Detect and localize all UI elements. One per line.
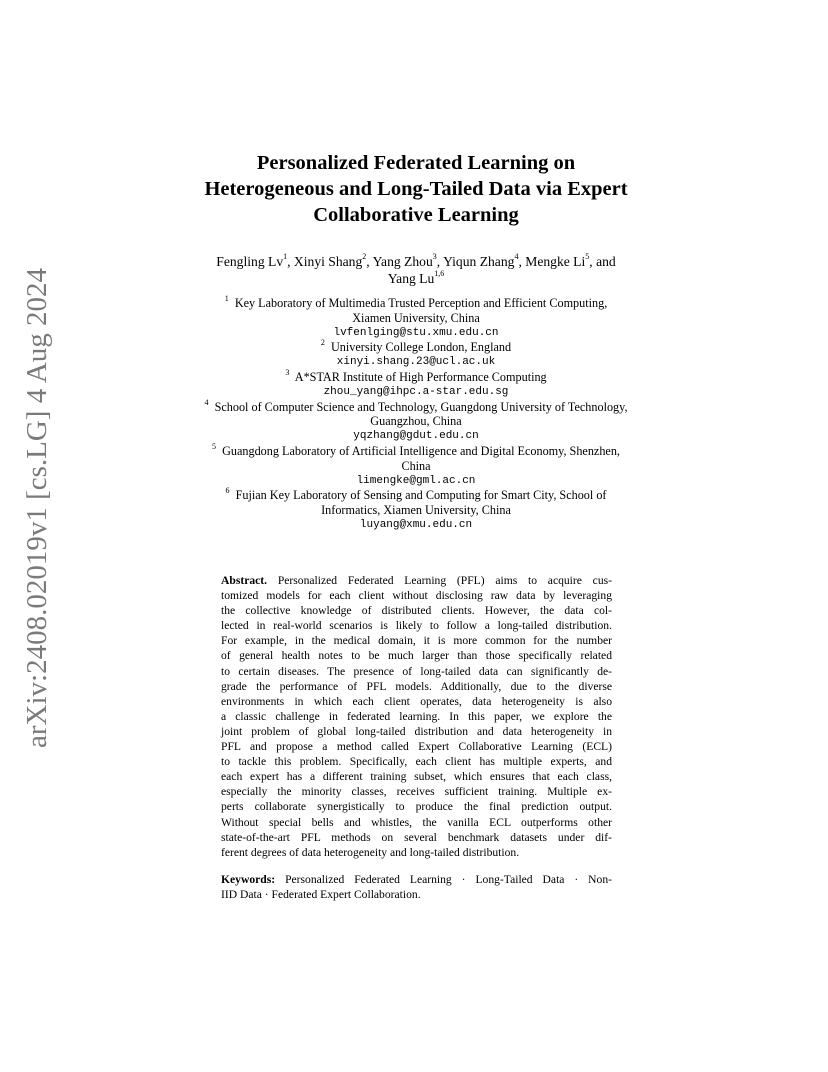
- affiliation-number: 1: [224, 293, 229, 303]
- keywords-line: IID Data · Federated Expert Collaboration.: [221, 888, 421, 902]
- affiliation-text: China: [401, 458, 431, 473]
- author-separator: ,: [366, 254, 373, 269]
- author-name: Mengke Li: [525, 254, 586, 269]
- email-address: limengke@gml.ac.cn: [356, 474, 476, 487]
- affiliation-text: $^3$ A*STAR Institute of High Performance Computing: [285, 367, 547, 384]
- affiliation-text: $^1$ Key Laboratory of Multimedia Trusted Perception and Efficient Computing,: [224, 293, 608, 310]
- author-affiliation-mark: 2: [362, 252, 367, 262]
- abstract-line: joint problem of global long-tailed distribution and data heterogeneity in: [221, 724, 612, 738]
- author-name: Yang Zhou: [372, 254, 433, 269]
- affiliation-5: [170, 441, 662, 488]
- affiliation-list: [170, 293, 662, 533]
- email-address: xinyi.shang.23@ucl.ac.uk: [336, 356, 496, 369]
- abstract-line: of general health notes to be much larger than those specifically related: [221, 649, 612, 663]
- email-address: yqzhang@gdut.edu.cn: [353, 430, 479, 443]
- abstract-line: tomized models for each client without disclosing raw data by leveraging: [221, 589, 612, 603]
- abstract-line: the collective knowledge of distributed clients. However, the data col-: [221, 604, 612, 618]
- abstract-line: grade the performance of PFL models. Additionally, due to the diverse: [221, 679, 612, 693]
- abstract-line: perts collaborate synergistically to produce the final prediction output.: [221, 800, 612, 814]
- author-name: Fengling Lv: [216, 254, 284, 269]
- affiliation-text: $^2$ University College London, England: [320, 338, 512, 355]
- author-line: [160, 270, 672, 287]
- affiliation-2: [170, 340, 662, 370]
- abstract-line: especially the minority classes, receives sufficient training. Multiple ex-: [221, 785, 612, 799]
- author-name: Yiqun Zhang: [443, 254, 515, 269]
- abstract-line: to tackle this problem. Specifically, each client has multiple experts, and: [221, 755, 612, 769]
- author-separator: ,: [436, 254, 444, 269]
- author-name: Yang Lu: [387, 271, 435, 286]
- affiliation-text: Xiamen University, China: [352, 310, 480, 325]
- author-name: Xinyi Shang: [293, 254, 363, 269]
- abstract-line: environments in which each client operates, data heterogeneity is also: [221, 694, 612, 708]
- author-list: [160, 253, 672, 287]
- email-address: lvfenlging@stu.xmu.edu.cn: [333, 326, 499, 339]
- affiliation-text: $^4$ School of Computer Science and Technology, Guangdong University of Technology,: [204, 397, 628, 414]
- email-address: zhou_yang@ihpc.a-star.edu.sg: [323, 385, 509, 398]
- abstract-line: PFL and propose a method called Expert Collaborative Learning (ECL): [221, 740, 612, 754]
- keywords-label: Keywords:: [221, 873, 276, 886]
- abstract-line: Without special bells and whistles, the vanilla ECL outperforms other: [221, 815, 612, 829]
- affiliation-text: $^5$ Guangdong Laboratory of Artificial Intelligence and Digital Economy, Shenzhen,: [212, 441, 620, 458]
- affiliation-text: $^6$ Fujian Key Laboratory of Sensing and Computing for Smart City, School of: [225, 486, 607, 503]
- affiliation-3: [170, 367, 662, 400]
- affiliation-number: 6: [225, 486, 230, 496]
- keywords: [221, 872, 612, 902]
- affiliation-number: 4: [204, 397, 209, 407]
- title-line: Personalized Federated Learning on: [256, 152, 576, 174]
- author-affiliation-mark: 5: [585, 252, 590, 262]
- paper-title: [150, 150, 682, 228]
- author-separator: , and: [589, 254, 616, 269]
- affiliation-text: Informatics, Xiamen University, China: [321, 503, 511, 518]
- abstract-line: each expert has a different training subset, which ensures that each class,: [221, 770, 612, 784]
- title-line: Heterogeneous and Long-Tailed Data via Expert: [204, 178, 628, 200]
- affiliation-number: 3: [285, 367, 290, 377]
- abstract-line: to certain diseases. The presence of long-tailed data can significantly de-: [221, 664, 612, 678]
- arxiv-identifier-stamp: arXiv:2408.02019v1 [cs.LG] 4 Aug 2024: [21, 267, 53, 748]
- abstract-line: a classic challenge in federated learning. In this paper, we explore the: [221, 709, 612, 723]
- abstract: [221, 573, 612, 860]
- affiliation-6: [170, 488, 662, 532]
- affiliation-number: 2: [320, 338, 325, 348]
- author-affiliation-mark: 1,6: [434, 269, 445, 279]
- abstract-line: Abstract. Personalized Federated Learning (PFL) aims to acquire cus-: [221, 574, 612, 587]
- abstract-line: lected in real-world scenarios is likely to follow a long-tailed distribution.: [221, 619, 612, 633]
- author-affiliation-mark: 4: [514, 252, 519, 262]
- affiliation-4: [170, 397, 662, 444]
- author-separator: ,: [287, 254, 294, 269]
- author-affiliation-mark: 1: [283, 252, 288, 262]
- abstract-line: For example, in the medical domain, it is more common for the number: [221, 634, 612, 648]
- abstract-line: ferent degrees of data heterogeneity and long-tailed distribution.: [221, 845, 520, 859]
- title-line: Collaborative Learning: [313, 204, 519, 226]
- author-affiliation-mark: 3: [432, 252, 437, 262]
- affiliation-text: Guangzhou, China: [370, 414, 462, 429]
- author-separator: ,: [518, 254, 526, 269]
- abstract-line: state-of-the-art PFL methods on several benchmark datasets under dif-: [221, 830, 612, 844]
- affiliation-1: [170, 293, 662, 340]
- email-address: luyang@xmu.edu.cn: [359, 518, 473, 531]
- author-line: [160, 253, 672, 270]
- affiliation-number: 5: [212, 441, 216, 451]
- abstract-label: Abstract.: [221, 574, 268, 587]
- keywords-line: Keywords: Personalized Federated Learning · Long-Tailed Data · Non-: [221, 873, 612, 886]
